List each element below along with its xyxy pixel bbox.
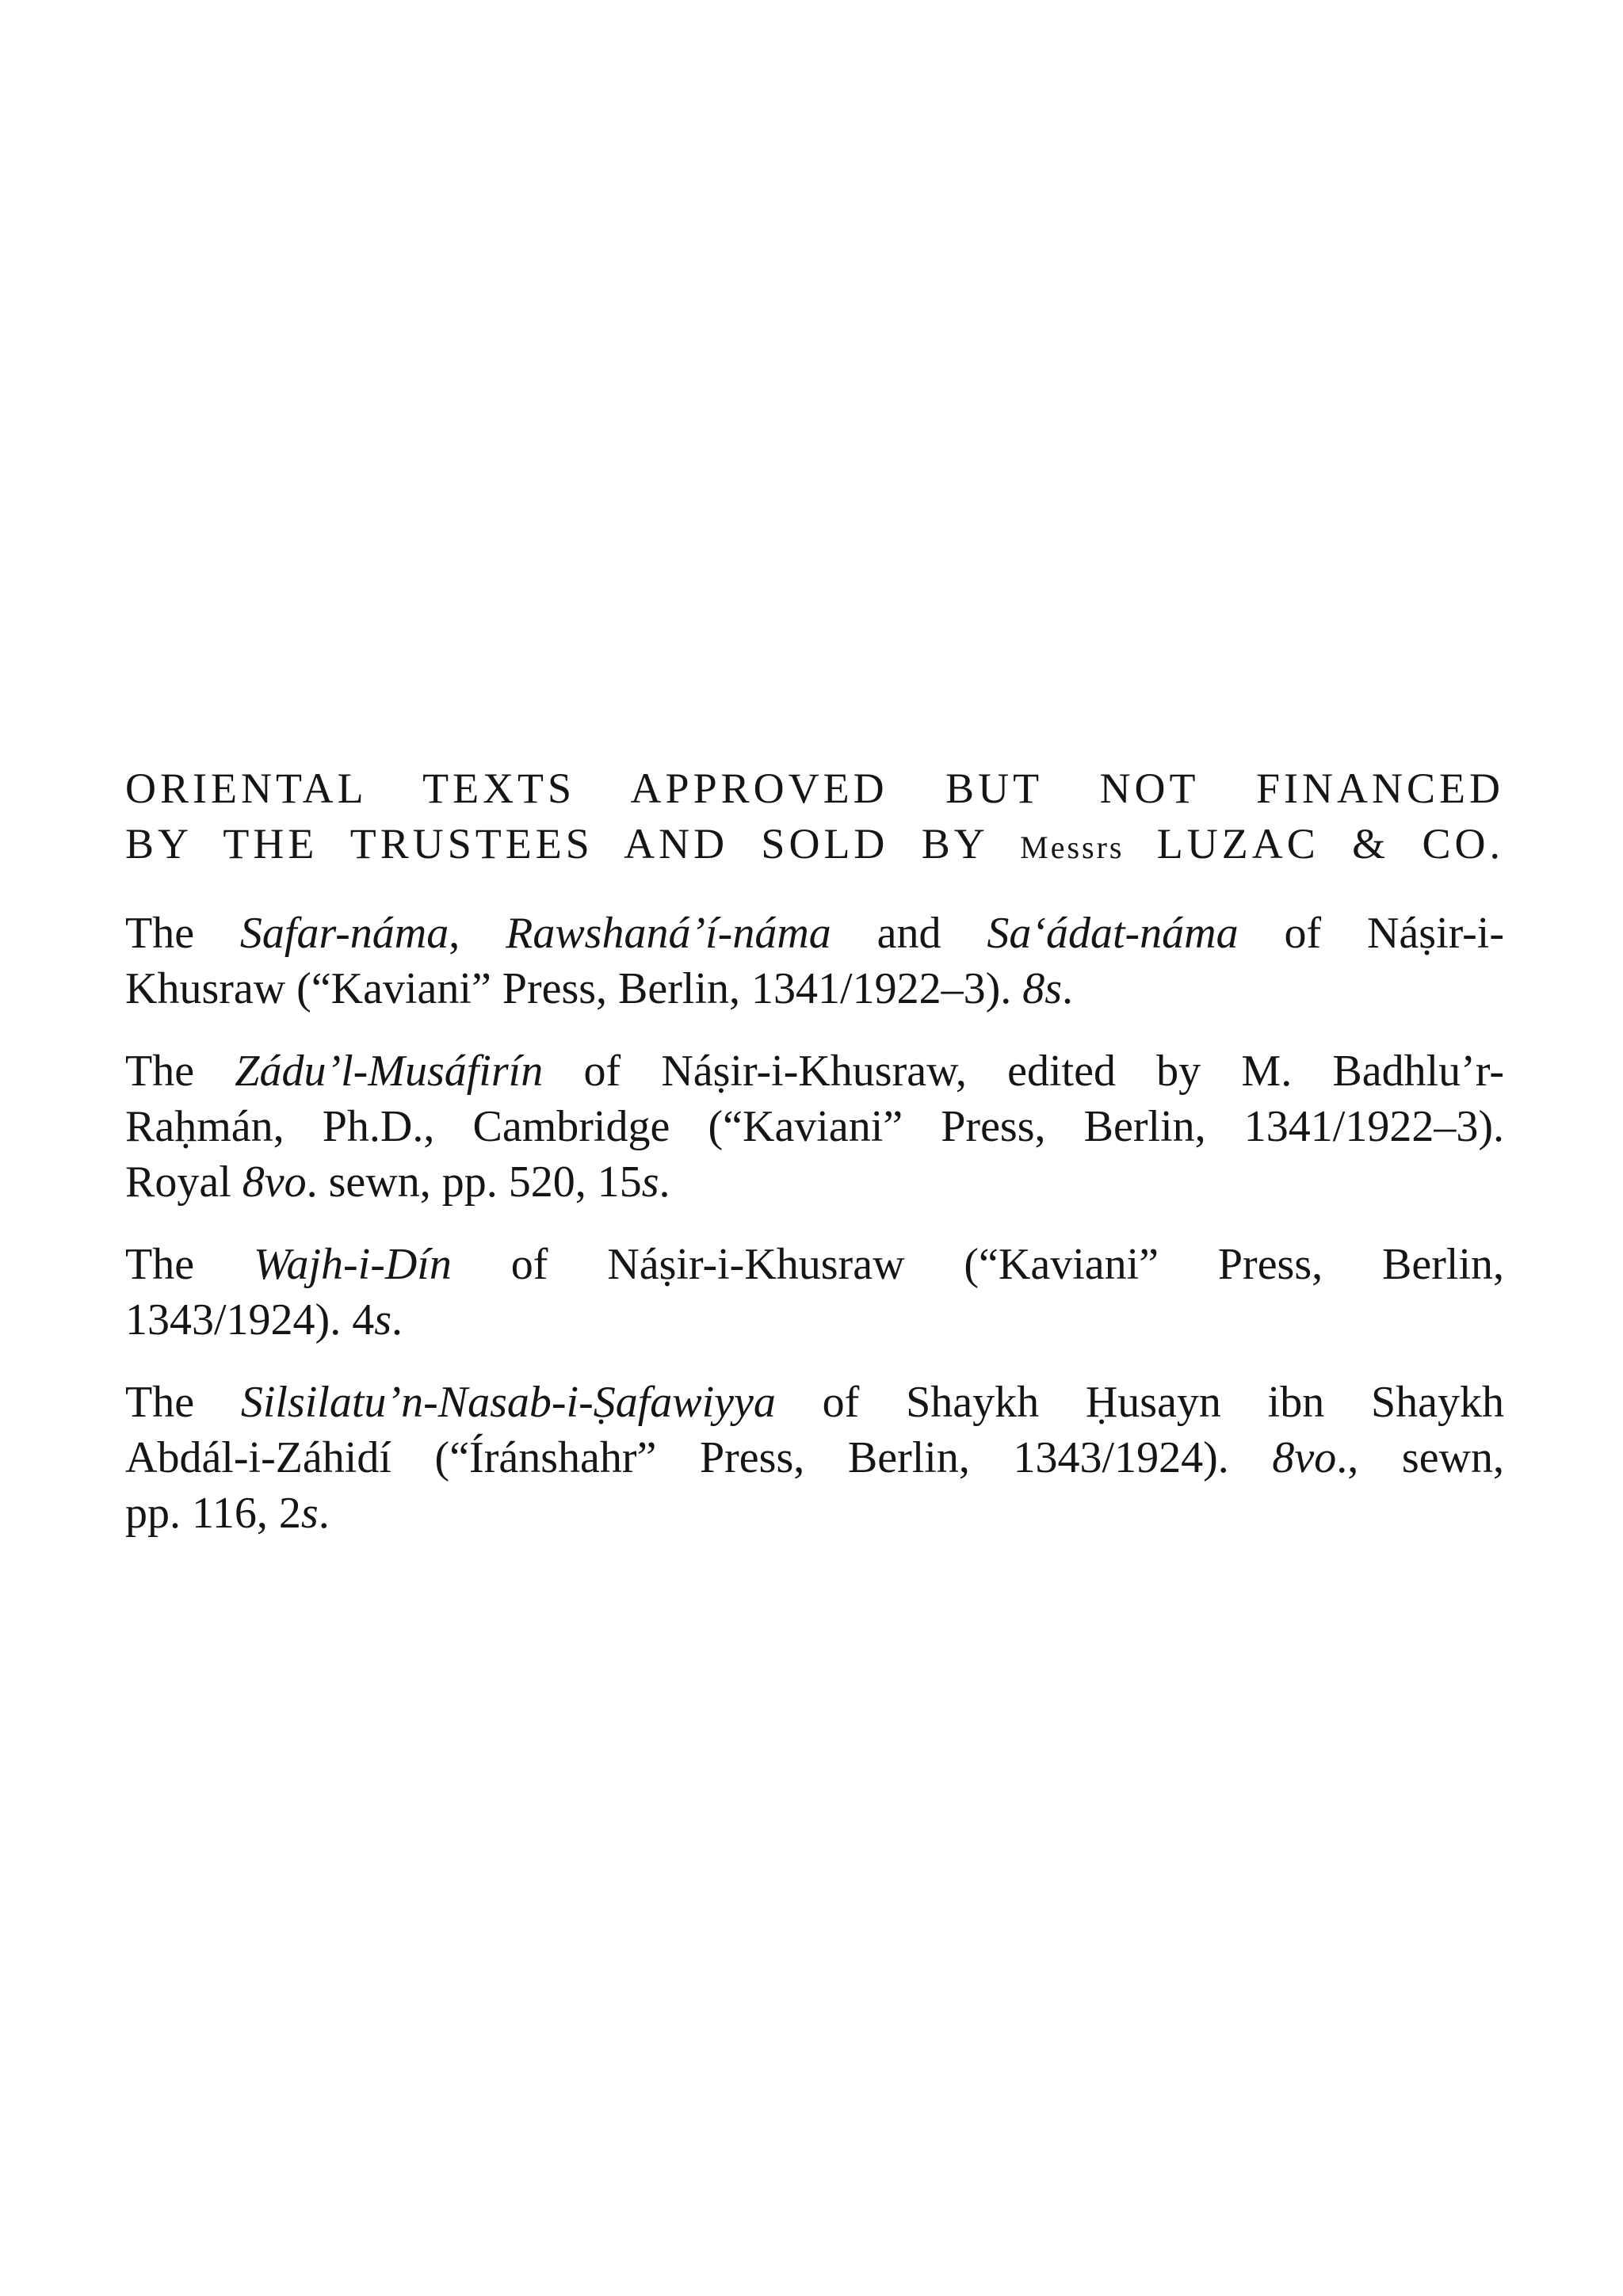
- italic-text: s: [374, 1295, 392, 1344]
- entry-line: [125, 1237, 1504, 1292]
- entry: [125, 906, 1504, 1016]
- heading-line-2-end: LUZAC & CO.: [1124, 820, 1504, 868]
- text-segment: of Náṣir-i-: [1238, 909, 1505, 958]
- entry: [125, 1237, 1504, 1348]
- text-segment: of Shaykh Ḥusayn ibn Shaykh: [775, 1378, 1505, 1427]
- text-segment: .: [1062, 964, 1074, 1013]
- entry-line: [125, 1375, 1504, 1430]
- text-segment: The: [125, 1047, 235, 1096]
- italic-text: 8s: [1022, 964, 1063, 1013]
- entry: [125, 1375, 1504, 1541]
- text-segment: 1343/1924). 4: [125, 1295, 375, 1344]
- entry-line: [125, 1292, 1504, 1348]
- heading-line-2-start: BY THE TRUSTEES AND SOLD BY: [125, 820, 1021, 868]
- entry-line: [125, 1043, 1504, 1099]
- italic-text: 8vo: [242, 1158, 307, 1207]
- text-segment: Abdál-i-Záhidí (“Íránshahr” Press, Berlin, 1343/1924).: [125, 1433, 1273, 1482]
- entry-line: [125, 1430, 1504, 1486]
- entry-line: [125, 906, 1504, 961]
- text-segment: The: [125, 909, 240, 958]
- italic-text: s: [641, 1158, 659, 1207]
- italic-text: Silsilatu’n-Nasab-i-Ṣafawiyya: [240, 1378, 776, 1427]
- text-segment: The: [125, 1378, 241, 1427]
- text-segment: The: [125, 1240, 254, 1289]
- text-segment: of Náṣir-i-Khusraw, edited by M. Badhlu’r-: [543, 1047, 1505, 1096]
- italic-text: Rawshaná’í-náma: [506, 909, 831, 958]
- entry-list: [125, 906, 1504, 1541]
- entry: [125, 1043, 1504, 1210]
- italic-text: 8vo: [1272, 1433, 1337, 1482]
- text-segment: Royal: [125, 1158, 242, 1207]
- notice-heading: [125, 761, 1504, 875]
- italic-text: Safar-náma: [239, 909, 449, 958]
- publication-notice: [125, 761, 1504, 1541]
- text-segment: Raḥmán, Ph.D., Cambridge (“Kaviani” Press, Berlin, 1341/1922–3).: [125, 1102, 1504, 1151]
- text-segment: .: [391, 1295, 403, 1344]
- heading-line-2: [125, 816, 1504, 875]
- text-segment: Khusraw (“Kaviani” Press, Berlin, 1341/1922–3).: [125, 964, 1023, 1013]
- italic-text: Wajh-i-Dín: [253, 1240, 452, 1289]
- text-segment: ., sewn,: [1336, 1433, 1504, 1482]
- entry-line: [125, 1099, 1504, 1154]
- entry-line: [125, 961, 1504, 1016]
- text-segment: and: [831, 909, 987, 958]
- heading-messrs: Messrs: [1020, 830, 1125, 865]
- italic-text: Sa‘ádat-náma: [987, 909, 1239, 958]
- text-segment: pp. 116, 2: [125, 1489, 301, 1538]
- text-segment: .: [659, 1158, 670, 1207]
- text-segment: . sewn, pp. 520, 15: [306, 1158, 642, 1207]
- entry-line: [125, 1154, 1504, 1210]
- entry-line: [125, 1486, 1504, 1541]
- text-segment: .: [318, 1489, 330, 1538]
- heading-line-1: ORIENTAL TEXTS APPROVED BUT NOT FINANCED: [125, 765, 1504, 812]
- text-segment: of Náṣir-i-Khusraw (“Kaviani” Press, Berlin,: [451, 1240, 1504, 1289]
- italic-text: Zádu’l-Musáfirín: [235, 1047, 544, 1096]
- italic-text: s: [300, 1489, 319, 1538]
- text-segment: ,: [449, 909, 506, 958]
